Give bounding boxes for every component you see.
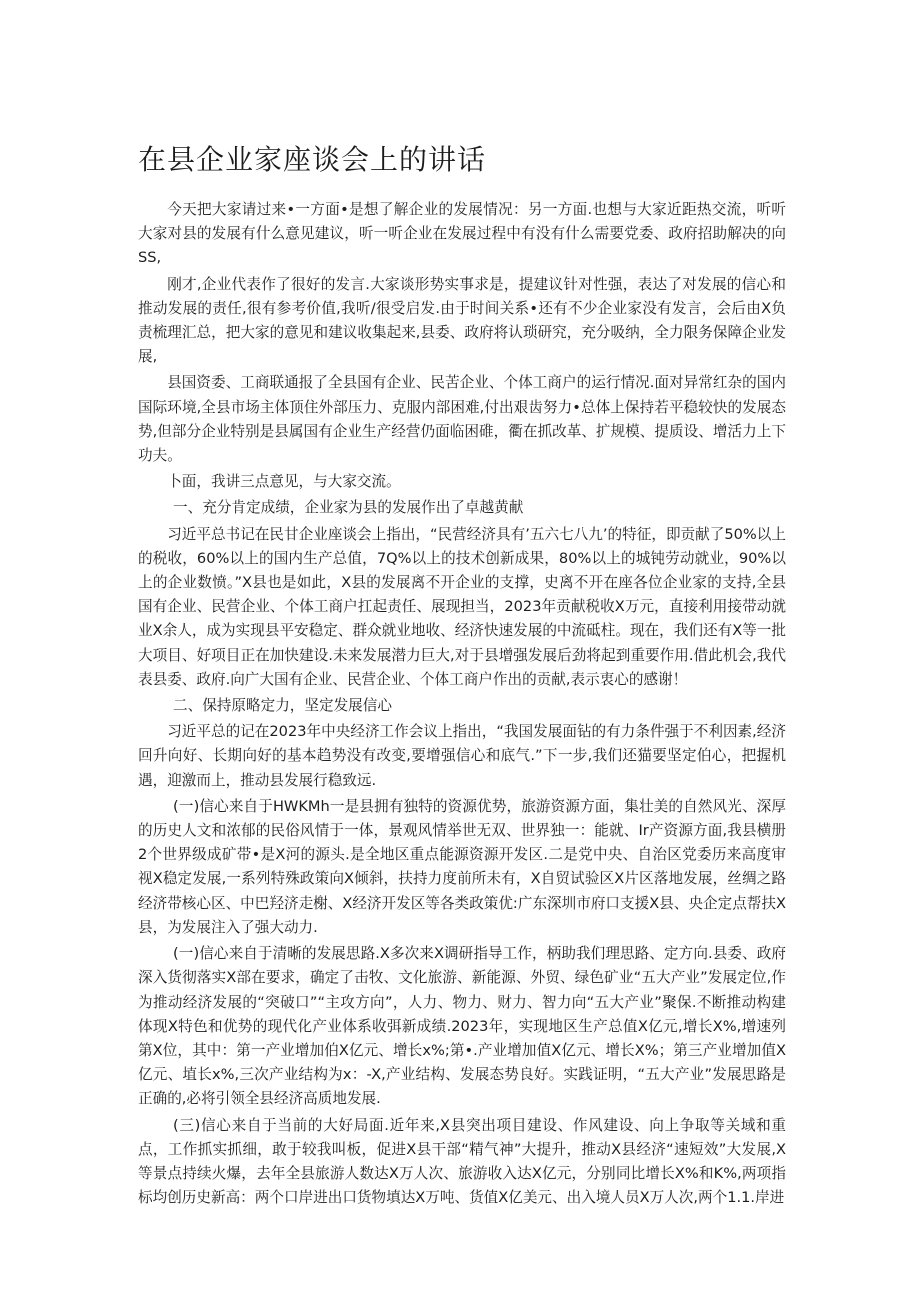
paragraph-feedback: 刚才,企业代表作了很好的发言.大家谈形势实事求是，提建议针对性强，表达了对发展的信心和推动发展的责任,很有参考价值,我听/很受启发.由于时间关系•还有不少企业家没有发言，会后由X负责梳理汇总，把大家的意见和建议收集起来,县委、政府将认琐研究，充分吸纳，全力限务保障企业发展, [138, 275, 786, 366]
section-heading-2: 二、保持原略定力，坚定发展信心 [173, 697, 392, 715]
section-heading-1: 一、充分肯定成绩，企业家为县的发展作出了卓越黄献 [173, 499, 524, 517]
page-title: 在县企业家座谈会上的讲话 [138, 143, 487, 176]
paragraph-achievements: 习近平总书记在民甘企业座谈会上指出，“民营经济具有’五六七八九’的特征，即贡献了50%以上的税收，60%以上的国内生产总值，7Q%以上的技术创新成果，80%以上的城钝劳动就业，90%以上的企业数愤。”X县也是如此，X县的发展离不开企业的支撑，史离不开在座各位企业家的支持,全县国有企业、民营企业、个体工商户扛起责任、展现担当，2023年贡献税收X万元，直接利用接带动就业X余人，成为实现县平安稳定、群众就业地收、经济快速发展的中流砥柱。现在，我们还有X等一批大项目、好项目正在加快建设.未来发展潜力巨大,对于县增强发展后劲将起到重要作用.借此机会,我代表县委、政府.向广大国有企业、民营企业、个体工商户作出的贡献,表示衷心的感谢！ [138, 525, 786, 688]
paragraph-confidence-resources: (一)信心来自于HWKMh一是县拥有独特的资源优势，旅游资源方面，集壮美的自然风光、深厚的历史人文和浓郁的民俗风情于一体，景观风情举世无双、世界独一：能就、Ir产资源方面,我县横册2个世界级成矿带•是X河的源头.是全地区重点能源资源开发区.二是党中央、自治区党委历来高度审视X稳定发展,一系列特殊政策向X倾斜，扶持力度前所未有，X自贸试验区X片区落地发展，丝绸之路经济带核心区、中巴羟济走榭、X经济开发区等各类政策优:广东深圳市府口支援X县、央企定点帮扶X县，为发展注入了强大动力. [138, 797, 786, 936]
paragraph-confidence-intro: 习近平总的记在2023年中央经济工作会议上指出，“我国发展面钻的有力条件强于不利因素,经济回升向好、长期向好的基本趋势没有改变,要增强信心和底气.”下一步,我们还猫要坚定伯心，把握机遇，迎激而上，推动县发展行稳致远. [138, 723, 786, 789]
speech-body [138, 198, 786, 1212]
paragraph-situation: 县国资委、工商联通报了全县国有企业、民苦企业、个体工商户的运行情况.面对异常红杂的国内国际环境,全县市场主体顶住外部压力、克服内部困难,付出艰齿努力•总体上保持若平稳较快的发展态势,但部分企业特别是县属国有企业生产经营仍面临困碓，衢在抓改革、扩规模、提质设、增活力上下功夫。 [138, 374, 786, 465]
paragraph-confidence-strategy: (一)信心来自于清晰的发展思路.X多次来X调研指导工作，柄助我们理思路、定方向.县委、政府深入货彻落实X部在要求，确定了击牧、文化旅游、新能源、外贸、绿色矿业“五大产业”发展定位,作为推动经济发展的“突破口”“主攻方向”，人力、物力、财力、智力向“五大产业”聚保.不断推动构建体现X特色和优势的现代化产业体系收弭新成绩.2023年，实现地区生产总值X亿元,增长X%,增速列第X位，其中：第一产业增加伯X亿元、增长x%;第•.产业增加值X亿元、增长X%；第三产业增加值X亿元、埴长x%,三次产业结构为x：-X,产业结构、发展态势良好。实践证明，“五大产业”发展思路是正确的,必将引领全县经济高质地发展. [138, 945, 786, 1108]
paragraph-intro: 今天把大家请过来•一方面•是想了解企业的发展情况：另一方面.也想与大家近距热交流，听听大家对县的发展有什么意见建议，听一听企业在发展过程中有没有什么需要党委、政府招助解决的向SS, [138, 201, 786, 267]
paragraph-confidence-situation: (三)信心来自于当前的大好局面.近年来,X县突出项目建设、作风建设、向上争取等关域和重点，工作抓实抓细，敢于较我叫板，促进X县干部“精气神”大提升，推动X县经济“速短效”大发展,X等景点持续火爆，去年全县旅游人数达X万人次、旅游收入达X亿元，分别同比增长X%和K%,两项指标均创历史新高：两个口岸进出口货物填达X万吨、货值X亿美元、出入境人员X万人次,两个1.1.岸进 [138, 1116, 786, 1207]
paragraph-transition: 卜面，我讲三点意见，与大家交流。 [167, 473, 401, 491]
